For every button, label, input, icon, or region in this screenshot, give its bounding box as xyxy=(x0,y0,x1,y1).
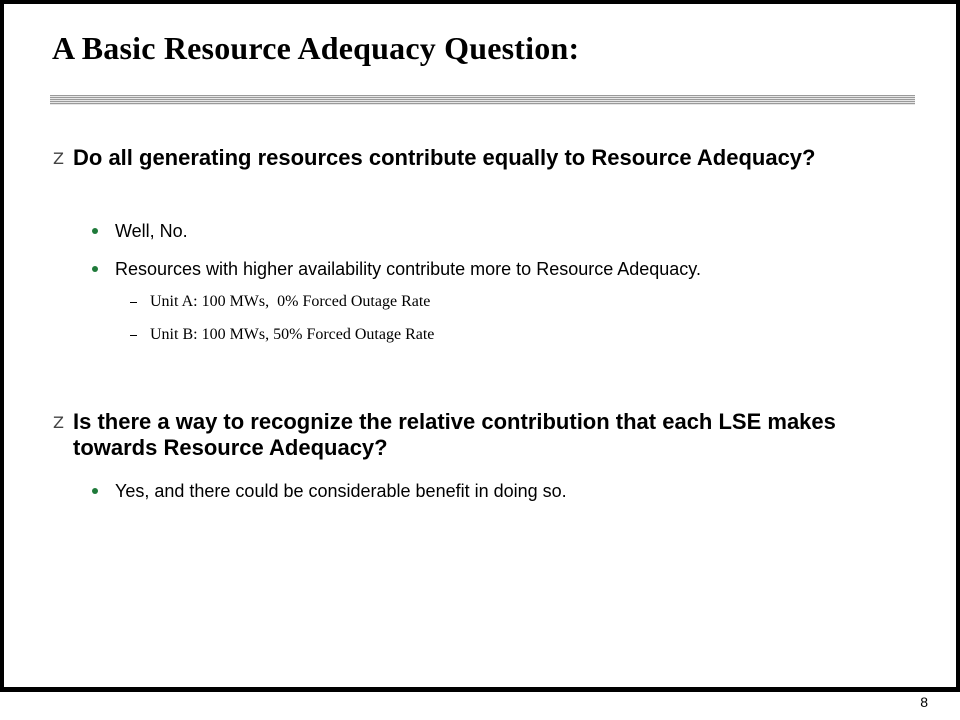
sub-bullet-1-2-2 xyxy=(130,325,434,345)
question-1 xyxy=(53,145,923,171)
bullet-1-2 xyxy=(92,258,701,280)
title-divider xyxy=(50,95,915,105)
bullet-1-2-text: Resources with higher availability contribute more to Resource Adequacy. xyxy=(115,259,701,279)
bullet-2-1 xyxy=(92,480,567,502)
footer-divider xyxy=(0,690,960,692)
bullet-2-1-text: Yes, and there could be considerable benefit in doing so. xyxy=(115,481,567,501)
z-arrow-icon: Z xyxy=(53,413,64,432)
dash-icon xyxy=(130,302,137,303)
green-dot-icon xyxy=(92,266,98,272)
question-2-text: Is there a way to recognize the relative contribution that each LSE makes towards Resource Adequacy? xyxy=(73,409,836,460)
bullet-1-1-text: Well, No. xyxy=(115,221,188,241)
sub-bullet-1-2-1-text: Unit A: 100 MWs, 0% Forced Outage Rate xyxy=(150,293,431,310)
green-dot-icon xyxy=(92,488,98,494)
page-number: 8 xyxy=(920,694,928,710)
question-1-text: Do all generating resources contribute equally to Resource Adequacy? xyxy=(73,145,816,170)
slide-title: A Basic Resource Adequacy Question: xyxy=(52,30,580,66)
green-dot-icon xyxy=(92,228,98,234)
dash-icon xyxy=(130,335,137,336)
bullet-1-1 xyxy=(92,220,188,242)
sub-bullet-1-2-2-text: Unit B: 100 MWs, 50% Forced Outage Rate xyxy=(150,326,435,343)
z-arrow-icon: Z xyxy=(53,149,64,168)
sub-bullet-1-2-1 xyxy=(130,292,430,312)
question-2 xyxy=(53,409,923,461)
